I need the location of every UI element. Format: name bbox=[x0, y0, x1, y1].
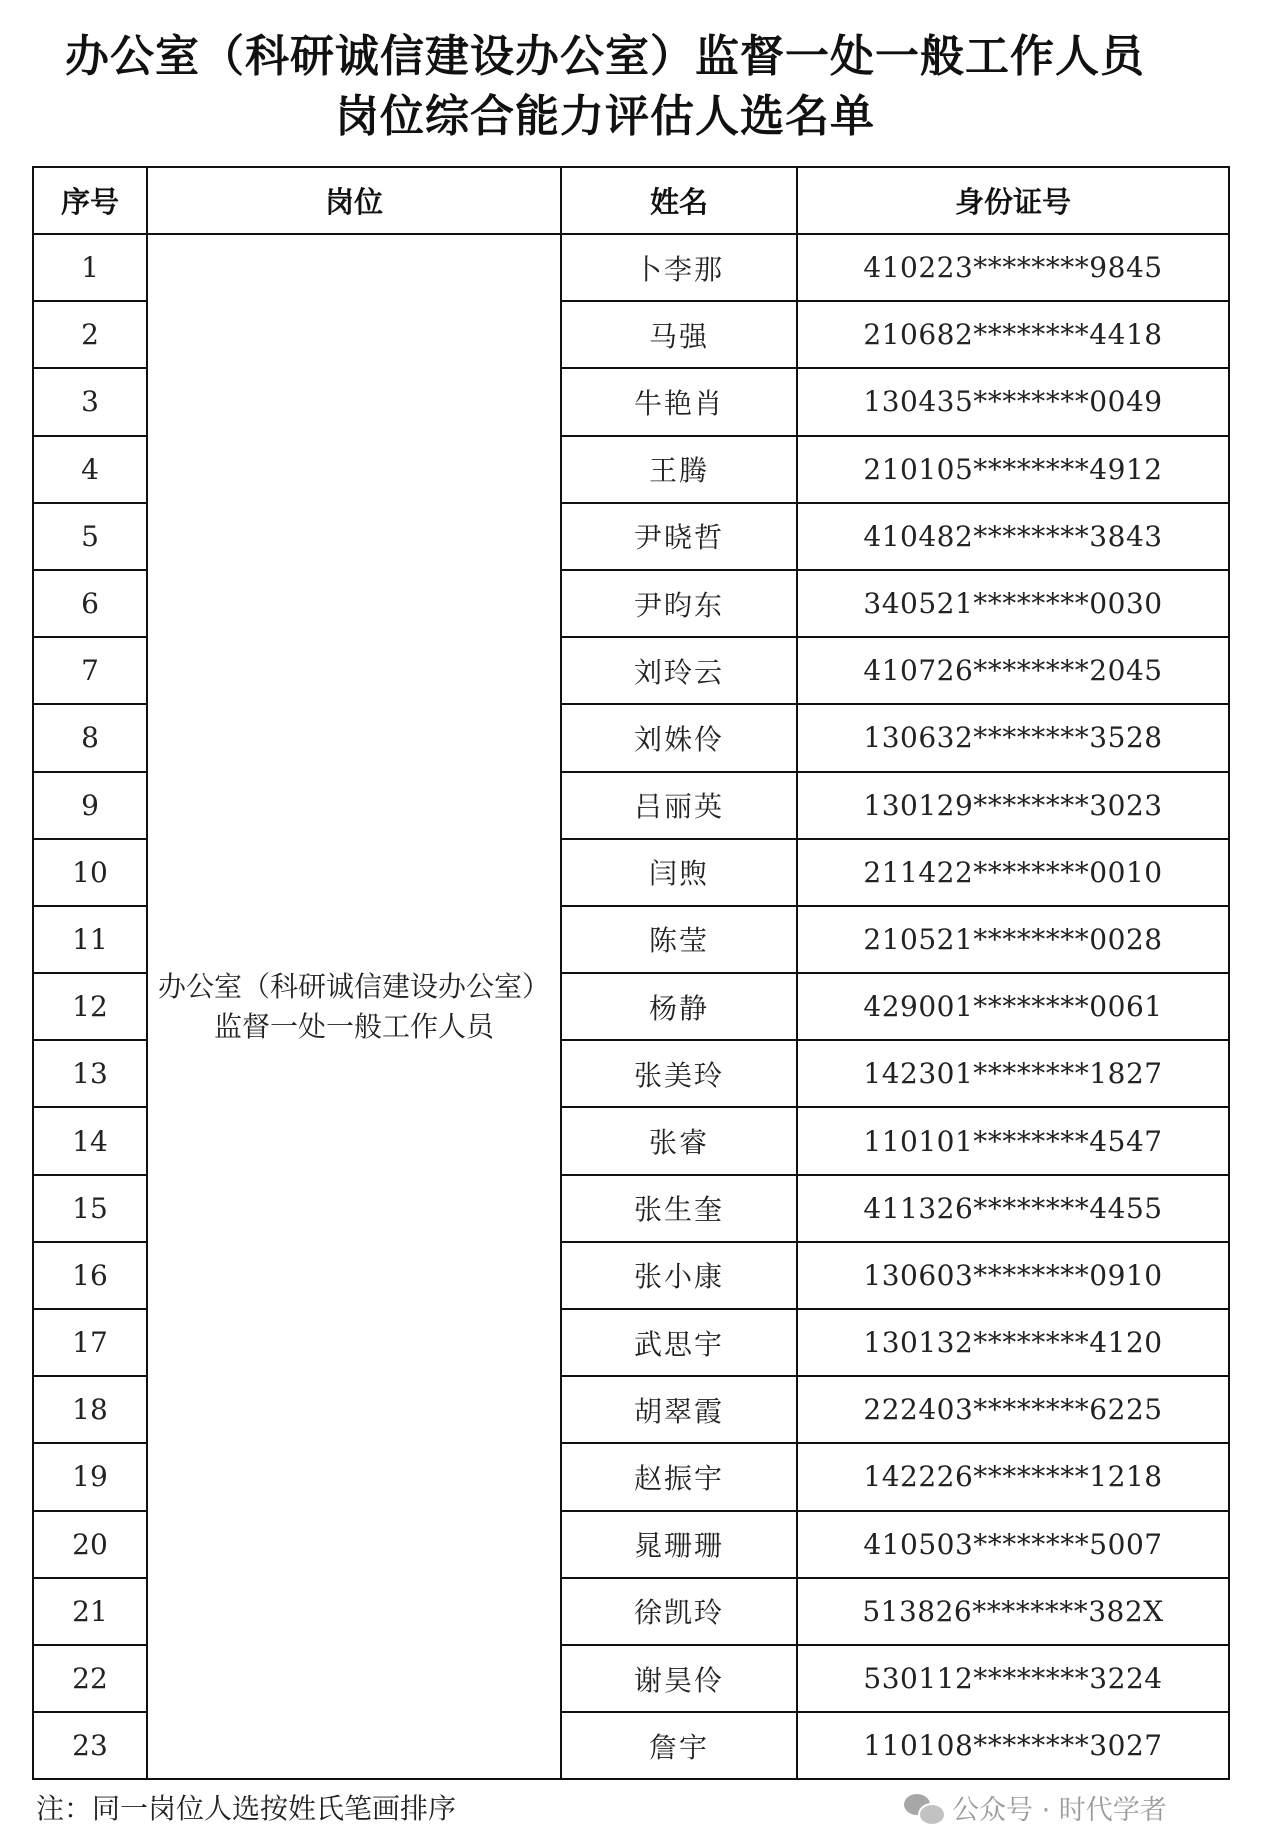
post-cell: 办公室（科研诚信建设办公室）监督一处一般工作人员 bbox=[147, 234, 561, 1779]
watermark-text: 公众号 · 时代学者 bbox=[952, 1795, 1167, 1826]
row-id-number: 110101********4547 bbox=[797, 1107, 1229, 1174]
row-id-number: 429001********0061 bbox=[797, 973, 1229, 1040]
row-id-number: 222403********6225 bbox=[797, 1376, 1229, 1443]
row-name: 王腾 bbox=[561, 436, 797, 503]
row-id-number: 410223********9845 bbox=[797, 234, 1229, 301]
row-id-number: 410726********2045 bbox=[797, 637, 1229, 704]
row-seq: 21 bbox=[33, 1578, 147, 1645]
row-seq: 3 bbox=[33, 368, 147, 435]
row-id-number: 210682********4418 bbox=[797, 301, 1229, 368]
row-seq: 10 bbox=[33, 839, 147, 906]
header-seq: 序号 bbox=[33, 167, 147, 234]
row-seq: 9 bbox=[33, 772, 147, 839]
row-name: 张睿 bbox=[561, 1107, 797, 1174]
row-name: 詹宇 bbox=[561, 1712, 797, 1779]
row-name: 闫煦 bbox=[561, 839, 797, 906]
watermark bbox=[904, 1788, 1167, 1827]
row-id-number: 513826********382X bbox=[797, 1578, 1229, 1645]
header-post: 岗位 bbox=[147, 167, 561, 234]
row-id-number: 130129********3023 bbox=[797, 772, 1229, 839]
row-name: 张小康 bbox=[561, 1242, 797, 1309]
row-seq: 22 bbox=[33, 1645, 147, 1712]
table-row bbox=[33, 234, 1229, 301]
row-seq: 17 bbox=[33, 1309, 147, 1376]
row-name: 赵振宇 bbox=[561, 1443, 797, 1510]
row-seq: 13 bbox=[33, 1040, 147, 1107]
row-name: 张美玲 bbox=[561, 1040, 797, 1107]
row-seq: 15 bbox=[33, 1175, 147, 1242]
row-name: 吕丽英 bbox=[561, 772, 797, 839]
footnote: 注：同一岗位人选按姓氏笔画排序 bbox=[36, 1792, 457, 1825]
row-seq: 2 bbox=[33, 301, 147, 368]
header-id: 身份证号 bbox=[797, 167, 1229, 234]
row-seq: 20 bbox=[33, 1511, 147, 1578]
row-name: 卜李那 bbox=[561, 234, 797, 301]
row-seq: 8 bbox=[33, 704, 147, 771]
candidate-table bbox=[32, 166, 1230, 1780]
row-name: 谢昊伶 bbox=[561, 1645, 797, 1712]
row-seq: 16 bbox=[33, 1242, 147, 1309]
document-title: 办公室（科研诚信建设办公室）监督一处一般工作人员 bbox=[65, 31, 1145, 82]
wechat-icon bbox=[904, 1792, 944, 1824]
row-id-number: 110108********3027 bbox=[797, 1712, 1229, 1779]
row-seq: 11 bbox=[33, 906, 147, 973]
row-id-number: 130603********0910 bbox=[797, 1242, 1229, 1309]
row-name: 胡翠霞 bbox=[561, 1376, 797, 1443]
row-name: 徐凯玲 bbox=[561, 1578, 797, 1645]
row-id-number: 410503********5007 bbox=[797, 1511, 1229, 1578]
table-header-row bbox=[33, 167, 1229, 234]
row-seq: 14 bbox=[33, 1107, 147, 1174]
row-id-number: 130132********4120 bbox=[797, 1309, 1229, 1376]
row-id-number: 142301********1827 bbox=[797, 1040, 1229, 1107]
row-seq: 12 bbox=[33, 973, 147, 1040]
row-id-number: 210521********0028 bbox=[797, 906, 1229, 973]
row-name: 张生奎 bbox=[561, 1175, 797, 1242]
row-name: 陈莹 bbox=[561, 906, 797, 973]
row-seq: 6 bbox=[33, 570, 147, 637]
row-id-number: 210105********4912 bbox=[797, 436, 1229, 503]
row-seq: 23 bbox=[33, 1712, 147, 1779]
row-id-number: 530112********3224 bbox=[797, 1645, 1229, 1712]
row-id-number: 130632********3528 bbox=[797, 704, 1229, 771]
row-name: 尹昀东 bbox=[561, 570, 797, 637]
row-id-number: 211422********0010 bbox=[797, 839, 1229, 906]
row-name: 刘玲云 bbox=[561, 637, 797, 704]
row-seq: 18 bbox=[33, 1376, 147, 1443]
row-id-number: 130435********0049 bbox=[797, 368, 1229, 435]
row-name: 马强 bbox=[561, 301, 797, 368]
row-id-number: 410482********3843 bbox=[797, 503, 1229, 570]
row-name: 武思宇 bbox=[561, 1309, 797, 1376]
table-body bbox=[33, 234, 1229, 1779]
row-name: 杨静 bbox=[561, 973, 797, 1040]
row-name: 刘姝伶 bbox=[561, 704, 797, 771]
row-name: 晁珊珊 bbox=[561, 1511, 797, 1578]
row-seq: 19 bbox=[33, 1443, 147, 1510]
row-id-number: 411326********4455 bbox=[797, 1175, 1229, 1242]
header-name: 姓名 bbox=[561, 167, 797, 234]
row-seq: 7 bbox=[33, 637, 147, 704]
row-name: 牛艳肖 bbox=[561, 368, 797, 435]
document-subtitle: 岗位综合能力评估人选名单 bbox=[335, 91, 875, 142]
row-id-number: 142226********1218 bbox=[797, 1443, 1229, 1510]
row-seq: 4 bbox=[33, 436, 147, 503]
row-name: 尹晓哲 bbox=[561, 503, 797, 570]
row-seq: 1 bbox=[33, 234, 147, 301]
row-seq: 5 bbox=[33, 503, 147, 570]
row-id-number: 340521********0030 bbox=[797, 570, 1229, 637]
